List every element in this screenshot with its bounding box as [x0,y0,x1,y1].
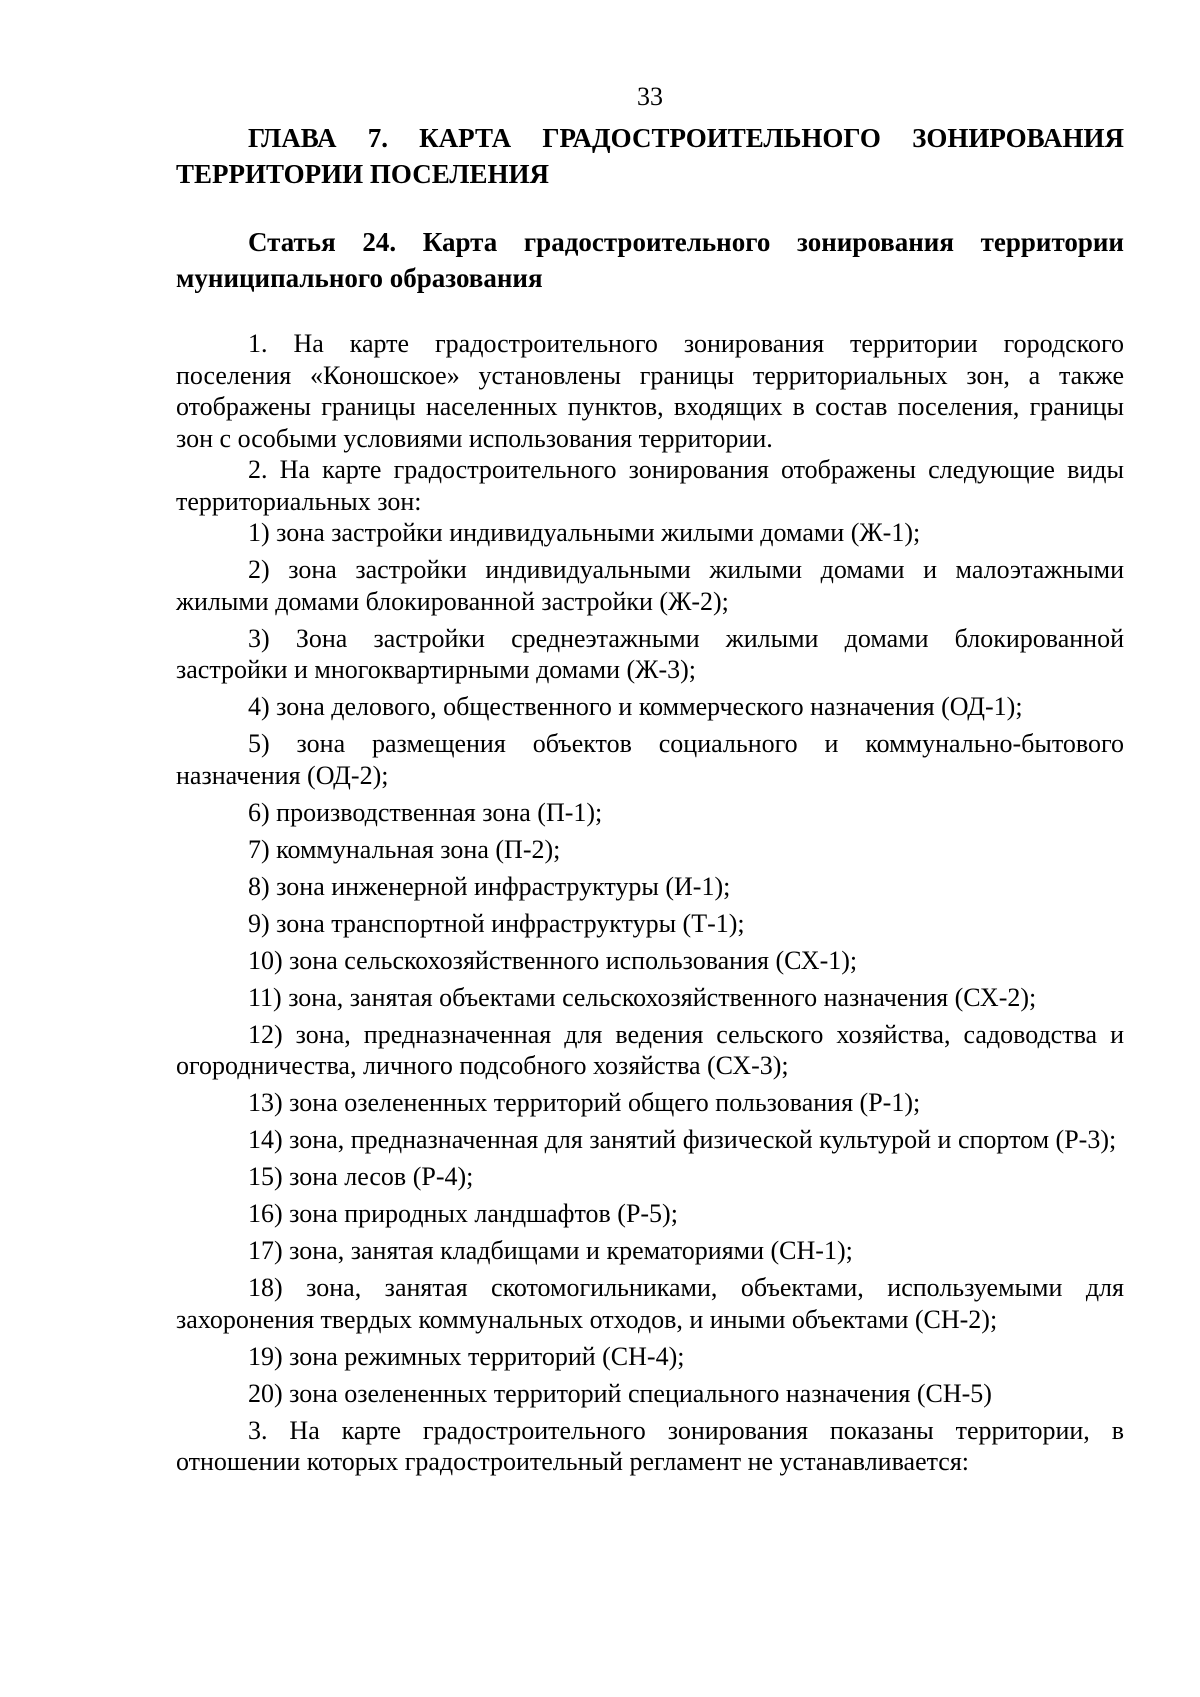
zone-item: 6) производственная зона (П-1); [248,797,603,827]
zone-item: 2) зона застройки индивидуальными жилыми домами и малоэтажными жилыми домами блокированной застройки (Ж-2); [176,555,1124,616]
zone-item: 12) зона, предназначенная для ведения сельского хозяйства, садоводства и огородничества, личного подсобного хозяйства (СХ-3); [176,1019,1124,1080]
zone-item: 9) зона транспортной инфраструктуры (Т-1); [248,908,745,938]
article-title: Статья 24. Карта градостроительного зонирования территории муниципального образования [176,227,1124,293]
zone-item: 3) Зона застройки среднеэтажными жилыми домами блокированной застройки и многоквартирными домами (Ж-3); [176,623,1124,684]
zone-item: 20) зона озелененных территорий специального назначения (СН-5) [248,1378,992,1408]
zone-item: 19) зона режимных территорий (СН-4); [248,1341,685,1371]
zone-item: 1) зона застройки индивидуальными жилыми домами (Ж-1); [248,518,921,547]
zone-item: 15) зона лесов (Р-4); [248,1162,474,1191]
zone-item: 18) зона, занятая скотомогильниками, объектами, используемыми для захоронения твердых коммунальных отходов, и иными объектами (СН-2); [176,1273,1124,1334]
zone-item: 10) зона сельскохозяйственного использования (СХ-1); [248,945,858,975]
paragraph-3: 3. На карте градостроительного зонирования показаны территории, в отношении которых градостроительный регламент не устанавливается: [176,1415,1124,1476]
zone-item: 8) зона инженерной инфраструктуры (И-1); [248,871,731,901]
article-body [176,328,1124,1478]
zone-item: 17) зона, занятая кладбищами и крематориями (СН-1); [248,1236,853,1265]
paragraph-2: 2. На карте градостроительного зонирования отображены следующие виды территориальных зон: [176,455,1124,516]
zone-item: 11) зона, занятая объектами сельскохозяйственного назначения (СХ-2); [248,982,1037,1012]
page-number: 33 [637,82,663,111]
zone-item: 5) зона размещения объектов социального и коммунально-бытового назначения (ОД-2); [176,729,1124,790]
document-page [176,80,1124,1478]
zone-item: 7) коммунальная зона (П-2); [248,834,561,864]
zone-item: 13) зона озелененных территорий общего пользования (Р-1); [248,1088,921,1117]
zone-item: 4) зона делового, общественного и коммерческого назначения (ОД-1); [248,692,1023,721]
paragraph-1: 1. На карте градостроительного зонирования территории городского поселения «Коношское» установлены границы территориальных зон, а также отображены границы населенных пунктов, входящих в состав поселения, границы зон с особыми условиями использования территории. [176,329,1124,453]
zone-item: 16) зона природных ландшафтов (Р-5); [248,1199,678,1228]
zone-list [176,517,1124,1415]
zone-item: 14) зона, предназначенная для занятий физической культурой и спортом (Р-3); [248,1125,1117,1154]
chapter-title: ГЛАВА 7. КАРТА ГРАДОСТРОИТЕЛЬНОГО ЗОНИРОВАНИЯ ТЕРРИТОРИИ ПОСЕЛЕНИЯ [176,123,1124,189]
